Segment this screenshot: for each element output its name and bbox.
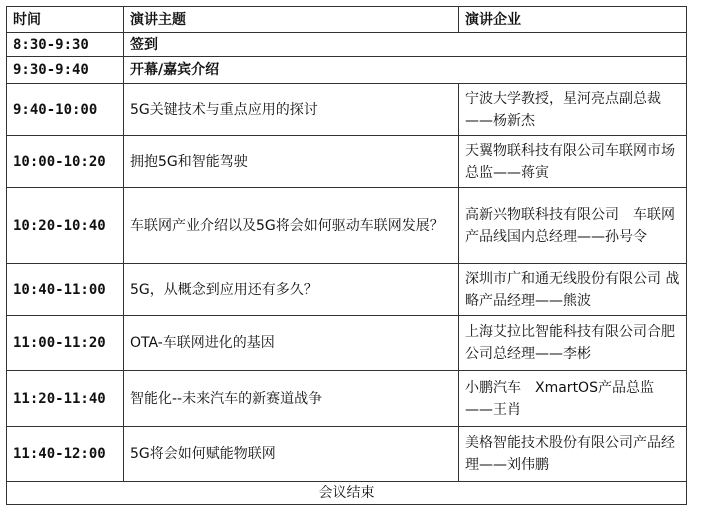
row-topic: 签到 [124, 33, 687, 57]
agenda-table [6, 6, 687, 505]
row-topic: 车联网产业介绍以及5G将会如何驱动车联网发展？ [124, 188, 459, 264]
table-row [7, 371, 687, 427]
meeting-end-label: 会议结束 [7, 482, 687, 505]
row-time: 11:20-11:40 [7, 371, 124, 427]
row-time: 11:00-11:20 [7, 316, 124, 371]
row-topic: 5G，从概念到应用还有多久？ [124, 264, 459, 316]
row-time: 11:40-12:00 [7, 427, 124, 482]
row-company: 宁波大学教授，星河亮点副总裁——杨新杰 [459, 84, 687, 136]
row-time: 9:30-9:40 [7, 57, 124, 84]
row-company: 天翼物联科技有限公司车联网市场总监——蒋寅 [459, 136, 687, 188]
table-footer-row [7, 482, 687, 505]
row-topic: 拥抱5G和智能驾驶 [124, 136, 459, 188]
row-company: 高新兴物联科技有限公司 车联网产品线国内总经理——孙号令 [459, 188, 687, 264]
row-topic: 智能化--未来汽车的新赛道战争 [124, 371, 459, 427]
header-topic: 演讲主题 [124, 7, 459, 33]
row-time: 9:40-10:00 [7, 84, 124, 136]
table-row [7, 33, 687, 57]
table-row [7, 264, 687, 316]
table-row [7, 136, 687, 188]
table-row [7, 188, 687, 264]
table-row [7, 316, 687, 371]
row-time: 10:00-10:20 [7, 136, 124, 188]
row-topic: 开幕/嘉宾介绍 [124, 57, 687, 84]
row-company: 上海艾拉比智能科技有限公司合肥公司总经理——李彬 [459, 316, 687, 371]
row-time: 8:30-9:30 [7, 33, 124, 57]
table-row [7, 84, 687, 136]
row-topic: 5G将会如何赋能物联网 [124, 427, 459, 482]
table-header [7, 7, 687, 33]
row-company: 深圳市广和通无线股份有限公司 战略产品经理——熊波 [459, 264, 687, 316]
row-company: 美格智能技术股份有限公司产品经理——刘伟鹏 [459, 427, 687, 482]
row-topic: OTA-车联网进化的基因 [124, 316, 459, 371]
table-row [7, 57, 687, 84]
table-row [7, 427, 687, 482]
row-time: 10:40-11:00 [7, 264, 124, 316]
row-time: 10:20-10:40 [7, 188, 124, 264]
header-company: 演讲企业 [459, 7, 687, 33]
row-company: 小鹏汽车 XmartOS产品总监——王肖 [459, 371, 687, 427]
row-topic: 5G关键技术与重点应用的探讨 [124, 84, 459, 136]
header-time: 时间 [7, 7, 124, 33]
